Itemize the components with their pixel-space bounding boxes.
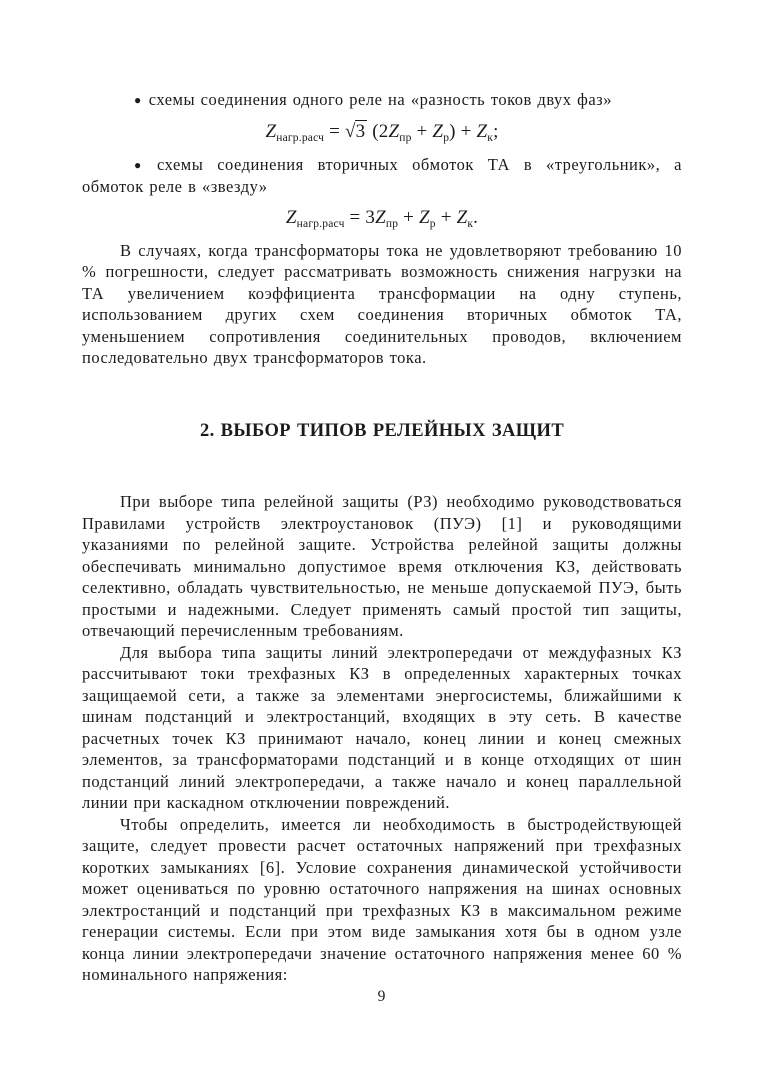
paragraph-line-protection: Для выбора типа защиты линий электропередачи от междуфазных КЗ рассчитывают токи трехфазных КЗ в определенных характерных точках защищаемой сети, а также за элементами энергосистемы, ближайшими к шинам подстанций и электростанций, входящих в эту сеть. В качестве расчетных точек КЗ принимают начало, конец линии и конец смежных элементов, за трансформаторами подстанций и в конце отходящих от шин подстанций линий электропередачи, а также начало и конец параллельной линии при каскадном отключении повреждений.: [82, 642, 682, 812]
formula-part: √: [344, 120, 356, 142]
formula-load-impedance-sqrt3: [82, 119, 682, 145]
formula-part: =: [324, 120, 345, 142]
formula-part: ) +: [449, 120, 477, 142]
formula-part: Z: [432, 120, 444, 142]
formula-part: Z: [476, 120, 488, 142]
formula-part: +: [398, 206, 420, 228]
formula-part: +: [411, 120, 433, 142]
bullet-text: схемы соединения одного реле на «разность токов двух фаз»: [148, 90, 612, 109]
paragraph-selection-intro: При выборе типа релейной защиты (РЗ) необходимо руководствоваться Правилами устройств электроустановок (ПУЭ) [1] и руководящими указаниями по релейной защите. Устройства релейной защиты должны обеспечивать минимально допустимое время отключения КЗ, действовать селективно, обладать чувствительностью, не меньше допускаемой ПУЭ, быть простыми и надежными. Следует применять самый простой тип защиты, отвечающий перечисленным требованиям.: [82, 492, 682, 640]
paragraph-current-transformers: В случаях, когда трансформаторы тока не удовлетворяют требованию 10 % погрешности, следует рассматривать возможность снижения нагрузки на ТА увеличением коэффициента трансформации на одну ступень, использованием других схем соединения вторичных обмоток ТА, уменьшением сопротивления соединительных проводов, включением последовательно двух трансформаторов тока.: [82, 240, 682, 367]
formula-part: Z: [388, 120, 400, 142]
formula-part: +: [435, 206, 457, 228]
formula-part: Z: [419, 206, 430, 228]
formula-part: Z: [285, 206, 297, 228]
bullet-icon: ●: [134, 157, 151, 172]
formula-part: Z: [375, 206, 386, 228]
formula-part: Z: [456, 206, 468, 228]
formula-part: нагр.расч: [276, 131, 325, 144]
formula-part: пр: [399, 131, 412, 144]
formula-part: .: [473, 206, 479, 228]
text-column: [82, 84, 682, 986]
bullet-icon: ●: [134, 93, 142, 107]
formula-part: (2: [367, 120, 389, 142]
paragraph-fast-protection: Чтобы определить, имеется ли необходимость в быстродействующей защите, следует провести расчет остаточных напряжений при трехфазных коротких замыканиях [6]. Условие сохранения динамической устойчивости может оцениваться по уровню остаточного напряжения на шинах основных электростанций и подстанций при трехфазных КЗ в максимальном режиме генерации системы. Если при этом виде замыкания хотя бы в одном узле конца линии электропередачи значение остаточного напряжения менее 60 % номинального напряжения:: [82, 814, 682, 984]
formula-load-impedance-delta: [82, 205, 682, 231]
formula-part: нагр.расч: [296, 217, 345, 230]
section-heading: 2. ВЫБОР ТИПОВ РЕЛЕЙНЫХ ЗАЩИТ: [199, 420, 565, 441]
formula-part: 3: [355, 120, 366, 142]
bullet-item-one-relay: [82, 89, 682, 112]
page-number: 9: [377, 988, 386, 1005]
formula-part: = 3: [344, 206, 376, 228]
bullet-text: схемы соединения вторичных обмоток ТА в «треугольник», а обмоток реле в «звезду»: [82, 154, 682, 196]
formula-part: р: [443, 131, 450, 144]
formula-part: пр: [385, 217, 399, 230]
formula-part: к: [487, 131, 494, 144]
bullet-item-delta-star: [82, 154, 682, 198]
formula-part: р: [429, 217, 436, 230]
formula-part: к: [467, 217, 474, 230]
formula-part: Z: [265, 120, 277, 142]
formula-part: ;: [493, 120, 499, 142]
